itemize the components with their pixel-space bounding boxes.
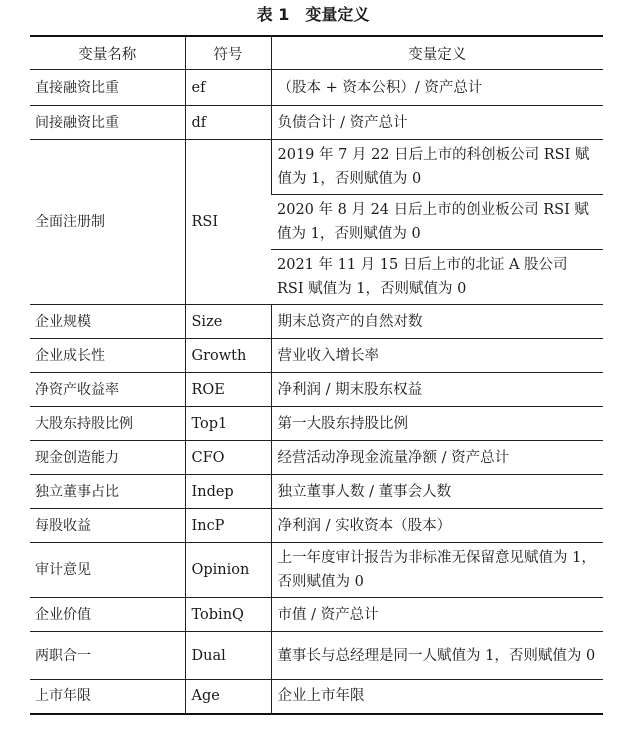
variable-name-cell: 企业规模 xyxy=(30,305,185,339)
symbol-cell: CFO xyxy=(185,441,271,475)
variable-name-cell: 企业价值 xyxy=(30,598,185,632)
symbol-cell: ef xyxy=(185,70,271,106)
variable-name-cell: 两职合一 xyxy=(30,632,185,680)
table-row xyxy=(30,70,603,106)
table-body xyxy=(30,70,603,714)
variable-name-cell: 净资产收益率 xyxy=(30,373,185,407)
definition-cell: 负债合计 / 资产总计 xyxy=(271,106,603,140)
table-row xyxy=(30,509,603,543)
definition-cell: 净利润 / 期末股东权益 xyxy=(271,373,603,407)
definition-cell: 企业上市年限 xyxy=(271,680,603,714)
table-row xyxy=(30,543,603,598)
definition-cell: 2021 年 11 月 15 日后上市的北证 A 股公司 RSI 赋值为 1，否则赋值为 0 xyxy=(271,250,603,305)
variable-name-cell: 独立董事占比 xyxy=(30,475,185,509)
table-row xyxy=(30,407,603,441)
table-row xyxy=(30,441,603,475)
definition-cell: 市值 / 资产总计 xyxy=(271,598,603,632)
symbol-cell: ROE xyxy=(185,373,271,407)
symbol-cell: IncP xyxy=(185,509,271,543)
variable-name-cell: 上市年限 xyxy=(30,680,185,714)
table-caption: 表 1 变量定义 xyxy=(256,5,370,24)
symbol-cell: Growth xyxy=(185,339,271,373)
table-row xyxy=(30,632,603,680)
variable-name-cell: 大股东持股比例 xyxy=(30,407,185,441)
table-header-row xyxy=(30,36,603,70)
table-row xyxy=(30,140,603,195)
variable-definition-table xyxy=(30,35,603,715)
symbol-cell: RSI xyxy=(185,140,271,305)
definition-cell: 董事长与总经理是同一人赋值为 1，否则赋值为 0 xyxy=(271,632,603,680)
definition-cell: 第一大股东持股比例 xyxy=(271,407,603,441)
definition-cell: 上一年度审计报告为非标准无保留意见赋值为 1，否则赋值为 0 xyxy=(271,543,603,598)
table-row xyxy=(30,598,603,632)
definition-cell: 独立董事人数 / 董事会人数 xyxy=(271,475,603,509)
table-row xyxy=(30,339,603,373)
variable-name-cell: 直接融资比重 xyxy=(30,70,185,106)
table-row xyxy=(30,475,603,509)
definition-cell: 净利润 / 实收资本（股本） xyxy=(271,509,603,543)
symbol-cell: Opinion xyxy=(185,543,271,598)
variable-name-cell: 间接融资比重 xyxy=(30,106,185,140)
symbol-cell: Size xyxy=(185,305,271,339)
symbol-cell: df xyxy=(185,106,271,140)
definition-cell: 经营活动净现金流量净额 / 资产总计 xyxy=(271,441,603,475)
variable-name-cell: 审计意见 xyxy=(30,543,185,598)
symbol-cell: TobinQ xyxy=(185,598,271,632)
definition-cell: 期末总资产的自然对数 xyxy=(271,305,603,339)
definition-cell: 2020 年 8 月 24 日后上市的创业板公司 RSI 赋值为 1，否则赋值为 0 xyxy=(271,195,603,250)
table-row xyxy=(30,373,603,407)
symbol-cell: Indep xyxy=(185,475,271,509)
variable-name-cell: 每股收益 xyxy=(30,509,185,543)
definition-cell: （股本 + 资本公积）/ 资产总计 xyxy=(271,70,603,106)
definition-cell: 2019 年 7 月 22 日后上市的科创板公司 RSI 赋值为 1，否则赋值为 0 xyxy=(271,140,603,195)
definition-cell: 营业收入增长率 xyxy=(271,339,603,373)
header-variable-name: 变量名称 xyxy=(30,36,185,70)
variable-name-cell: 现金创造能力 xyxy=(30,441,185,475)
symbol-cell: Top1 xyxy=(185,407,271,441)
variable-name-cell: 企业成长性 xyxy=(30,339,185,373)
symbol-cell: Age xyxy=(185,680,271,714)
header-definition: 变量定义 xyxy=(271,36,603,70)
symbol-cell: Dual xyxy=(185,632,271,680)
table-row xyxy=(30,106,603,140)
table-row xyxy=(30,680,603,714)
table-row xyxy=(30,305,603,339)
header-symbol: 符号 xyxy=(185,36,271,70)
variable-name-cell: 全面注册制 xyxy=(30,140,185,305)
